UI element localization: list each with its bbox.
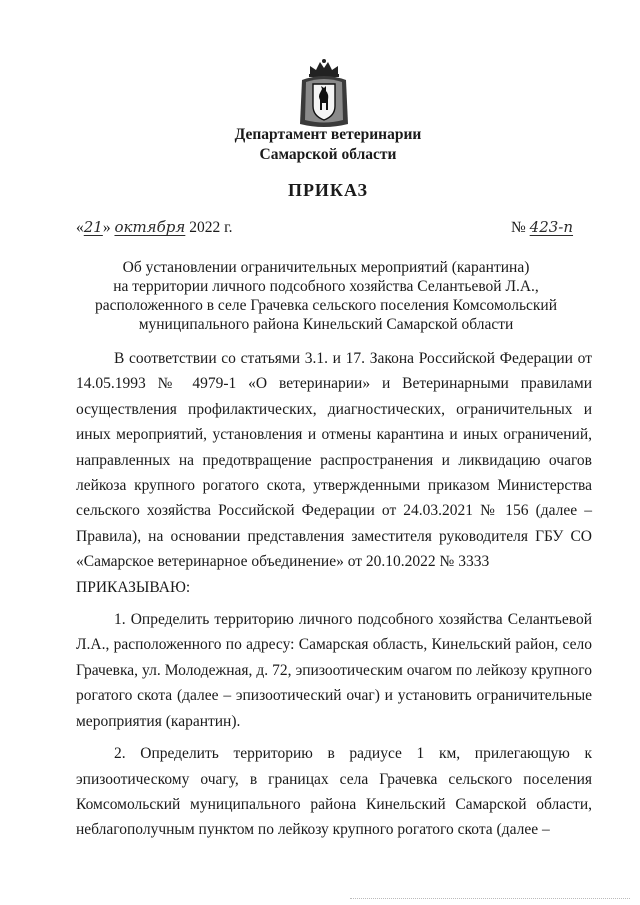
order-number-prefix: № — [511, 219, 526, 236]
department-line-1: Департамент ветеринарии — [234, 126, 422, 143]
order-body — [76, 346, 592, 850]
subject-line-3: расположенного в селе Грачевка сельского поселения Комсомольский — [94, 297, 558, 314]
document-title: ПРИКАЗ — [287, 180, 369, 200]
department-name — [0, 125, 640, 165]
directive-paragraph: ПРИКАЗЫВАЮ: — [76, 578, 191, 596]
order-subject — [60, 258, 592, 334]
preamble-paragraph: В соответствии со статьями 3.1. и 17. Закона Российской Федерации от 14.05.1993 № 4979-1 «О ветеринарии» и Ветеринарными правилами осуществления профилактических, диагностических, ограничительных и иных мероприятий, установления и отмены карантина и иных ограничений, направленных на предотвращение распространения и ликвидацию очагов лейкоза крупного рогатого скота, утвержденными приказом Министерства сельского хозяйства Российской Федерации от 24.03.2021 № 156 (далее – Правила), на основании представления заместителя руководителя ГБУ СО «Самарское ветеринарное объединение» от 20.10.2022 № 3333 — [76, 350, 592, 571]
subject-line-2: на территории личного подсобного хозяйства Селантьевой Л.А., — [113, 278, 539, 295]
scan-artifact-divider — [350, 898, 630, 900]
order-date — [76, 218, 233, 237]
department-line-2: Самарской области — [259, 146, 397, 163]
subject-line-4: муниципального района Кинельский Самарской области — [138, 316, 514, 333]
date-month: октября — [114, 218, 186, 236]
date-year: 2022 г. — [189, 219, 233, 236]
date-day: 21 — [83, 218, 103, 236]
coat-of-arms-samara-icon — [296, 58, 352, 130]
subject-line-1: Об установлении ограничительных мероприятий (карантина) — [122, 259, 530, 276]
date-close-quote: » — [102, 219, 111, 236]
item-2-paragraph: 2. Определить территорию в радиусе 1 км, прилегающую к эпизоотическому очагу, в границах села Грачевка сельского поселения Комсомольский муниципального района Кинельский Самарской области, неблагополучным пунктом по лейкозу крупного рогатого скота (далее – — [76, 745, 592, 839]
order-number-value: 423-п — [529, 218, 574, 236]
date-open-quote: « — [76, 219, 84, 236]
item-1-paragraph: 1. Определить территорию личного подсобного хозяйства Селантьевой Л.А., расположенного по адресу: Самарская область, Кинельский район, село Грачевка, ул. Молодежная, д. 72, эпизоотическим очагом по лейкозу крупного рогатого скота (далее – эпизоотический очаг) и установить ограничительные мероприятия (карантин). — [76, 611, 592, 730]
order-number — [511, 218, 573, 237]
